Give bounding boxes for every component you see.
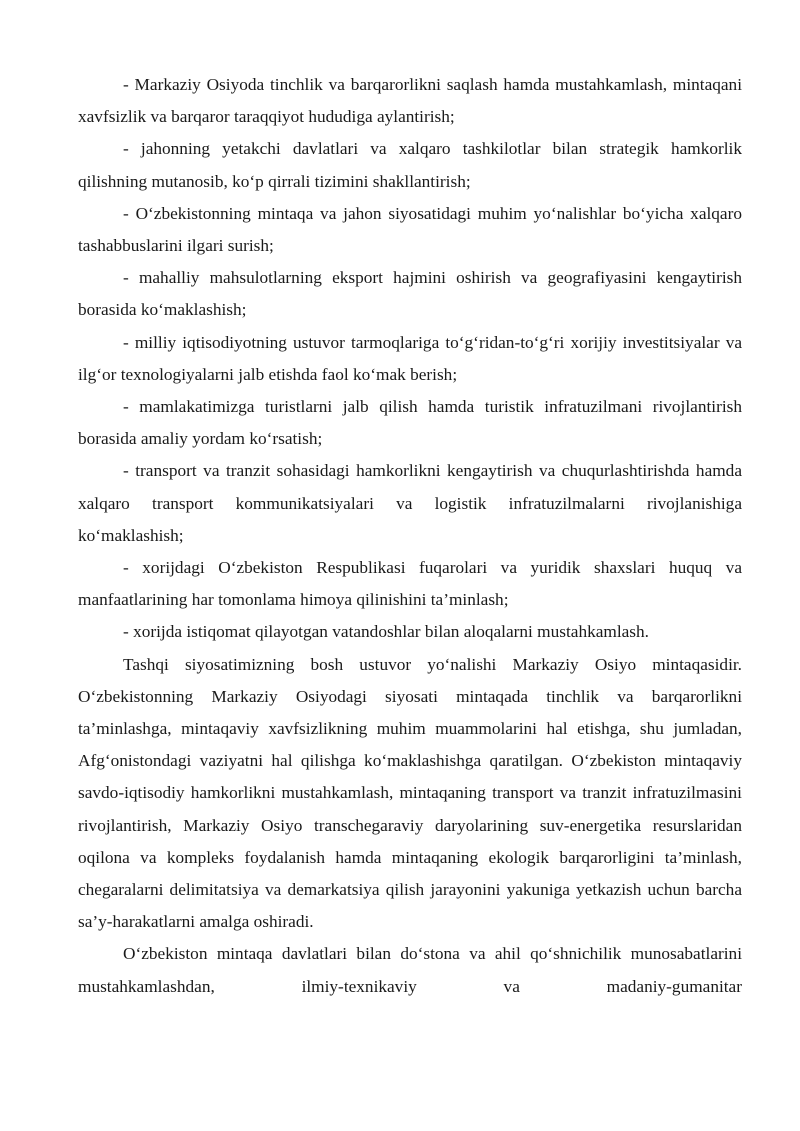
bullet-paragraph: - O‘zbekistonning mintaqa va jahon siyosatidagi muhim yo‘nalishlar bo‘yicha xalqaro tashabbuslarini ilgari surish; [78, 203, 742, 256]
body-paragraph: Tashqi siyosatimizning bosh ustuvor yo‘nalishi Markaziy Osiyo mintaqasidir. O‘zbekistonning Markaziy Osiyodagi siyosati mintaqada tinchlik va barqarorlikni ta’minlashga, mintaqaviy xavfsizlikning muhim muammolarini hal etishga, shu jumladan, Afg‘onistondagi vaziyatni hal qilishga ko‘maklashishga qaratilgan. O‘zbekiston mintaqaviy savdo-iqtisodiy hamkorlikni mustahkamlash, mintaqaning transport va tranzit infratuzilmasini rivojlantirish, Markaziy Osiyo transchegaraviy daryolarining suv-energetika resurslaridan oqilona va kompleks foydalanish hamda mintaqaning ekologik barqarorligini ta’minlash, chegaralarni delimitatsiya va demarkatsiya qilish jarayonini yakuniga yetkazish uchun barcha sa’y-harakatlarni amalga oshiradi. [78, 654, 742, 932]
bullet-paragraph: - mahalliy mahsulotlarning eksport hajmini oshirish va geografiyasini kengaytirish borasida ko‘maklashish; [78, 268, 742, 320]
bullet-paragraph: - Markaziy Osiyoda tinchlik va barqarorlikni saqlash hamda mustahkamlash, mintaqani xavfsizlik va barqaror taraqqiyot hududiga aylantirish; [78, 75, 742, 127]
bullet-paragraph: - milliy iqtisodiyotning ustuvor tarmoqlariga to‘g‘ridan-to‘g‘ri xorijiy investitsiyalar va ilg‘or texnologiyalarni jalb etishda faol ko‘mak berish; [78, 332, 742, 384]
bullet-paragraph: - mamlakatimizga turistlarni jalb qilish hamda turistik infratuzilmani rivojlantirish borasida amaliy yordam ko‘rsatish; [78, 397, 742, 449]
bullet-paragraph: - xorijdagi O‘zbekiston Respublikasi fuqarolari va yuridik shaxslari huquq va manfaatlarining har tomonlama himoya qilinishini ta’minlash; [78, 558, 742, 610]
bullet-paragraph: - xorijda istiqomat qilayotgan vatandoshlar bilan aloqalarni mustahkamlash. [123, 622, 649, 642]
bullet-paragraph: - jahonning yetakchi davlatlari va xalqaro tashkilotlar bilan strategik hamkorlik qilishning mutanosib, ko‘p qirrali tizimini shakllantirish; [78, 139, 742, 191]
bullet-paragraph: - transport va tranzit sohasidagi hamkorlikni kengaytirish va chuqurlashtirishda hamda xalqaro transport kommunikatsiyalari va logistik infratuzilmalarni rivojlanishiga ko‘maklashish; [78, 461, 742, 545]
body-paragraph: O‘zbekiston mintaqa davlatlari bilan do‘stona va ahil qo‘shnichilik munosabatlarini mustahkamlashdan, ilmiy-texnikaviy va madaniy-gumanitar [78, 944, 742, 996]
document-page [78, 69, 742, 1003]
